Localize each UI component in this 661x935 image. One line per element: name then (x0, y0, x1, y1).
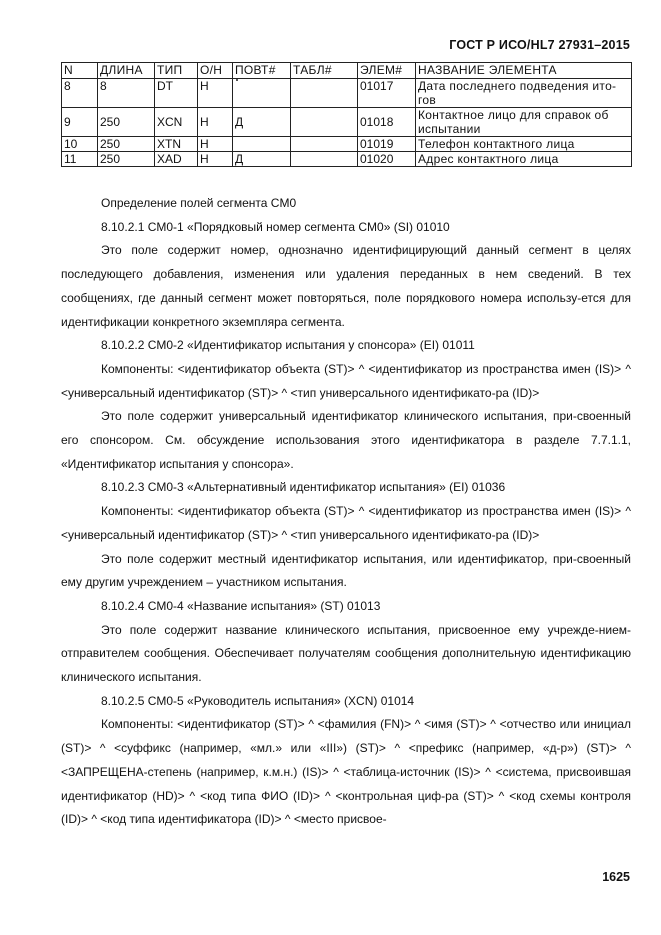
cell-n: 8 (62, 79, 98, 108)
cell-required: Н (198, 79, 233, 108)
paragraph: Это поле содержит универсальный идентификатор клинического испытания, при-своенный его спонсором. См. обсуждение использования этого идентификатора в разделе 7.7.1.1, «Идентификатор испытания у спонсора». (61, 409, 631, 471)
field-heading: 8.10.2.2 CM0-2 «Идентификатор испытания у спонсора» (EI) 01011 (101, 338, 475, 353)
table-header-row (62, 63, 632, 79)
cell-table (291, 152, 358, 167)
cell-item: 01020 (358, 152, 416, 167)
cell-type: XAD (155, 152, 198, 167)
paragraph: Компоненты: <идентификатор (ST)> ^ <фамилия (FN)> ^ <имя (ST)> ^ <отчество или инициал (ST)> ^ <суффикс (например, «мл.» или «III») (ST)> ^ <префикс (например, «д-р») (ST)> ^ <ЗАПРЕЩЕНА-степень (например, к.м.н.) (IS)> ^ <таблица-источник (IS)> ^ <система, присвоившая идентификатор (HD)> ^ <код типа ФИО (ID)> ^ <контрольная циф-ра (ST)> ^ <код схемы контроля (ID)> ^ <код типа идентификатора (ID)> ^ <место присвое- (61, 717, 631, 827)
document-id: ГОСТ Р ИСО/HL7 27931–2015 (449, 38, 630, 52)
paragraph: Компоненты: <идентификатор объекта (ST)> ^ <идентификатор из пространства имен (IS)> ^ <универсальный идентификатор (ST)> ^ <тип универсального идентификато-ра (ID)> (61, 504, 631, 542)
cell-table (291, 137, 358, 152)
cell-item: 01019 (358, 137, 416, 152)
field-heading: 8.10.2.5 CM0-5 «Руководитель испытания» (XCN) 01014 (101, 693, 415, 708)
field-heading: 8.10.2.1 CM0-1 «Порядковый номер сегмента CM0» (SI) 01010 (101, 219, 450, 234)
column-header: ПОВТ# (233, 63, 291, 79)
cell-length: 250 (98, 152, 155, 167)
column-header: ТИП (155, 63, 198, 79)
cell-required: Н (198, 152, 233, 167)
cell-length: 250 (98, 108, 155, 137)
table-row (62, 79, 632, 108)
cell-required: Н (198, 108, 233, 137)
cell-name: Дата последнего подведения ито-гов (416, 79, 632, 108)
paragraph: Это поле содержит местный идентификатор испытания, или идентификатор, при-своенный ему другим учреждением – участником испытания. (61, 551, 631, 590)
column-header: ДЛИНА (98, 63, 155, 79)
cell-length: 250 (98, 137, 155, 152)
field-heading: 8.10.2.3 CM0-3 «Альтернативный идентификатор испытания» (EI) 01036 (101, 480, 506, 495)
cell-type: XCN (155, 108, 198, 137)
cell-n: 11 (62, 152, 98, 167)
paragraph: Компоненты: <идентификатор объекта (ST)> ^ <идентификатор из пространства имен (IS)> ^ <универсальный идентификатор (ST)> ^ <тип универсального идентификато-ра (ID)> (61, 361, 631, 400)
cell-n: 9 (62, 108, 98, 137)
cell-repeat: Д (233, 152, 291, 167)
cell-name: Телефон контактного лица (416, 137, 632, 152)
table-row (62, 108, 632, 137)
cell-required: Н (198, 137, 233, 152)
paragraph: Это поле содержит номер, однозначно идентифицирующий данный сегмент в целях последующего добавления, изменения или удаления переданных в нем сведений. В тех сообщениях, где данный сегмент может повторяться, поле порядкового номера использу-ется для идентификации конкретного экземпляра сегмента. (61, 243, 631, 329)
cell-n: 10 (62, 137, 98, 152)
cell-item: 01017 (358, 79, 416, 108)
cell-type: DT (155, 79, 198, 108)
column-header: N (62, 63, 98, 79)
table-row (62, 152, 632, 167)
dot-mark (236, 79, 238, 81)
page-number: 1625 (602, 870, 630, 884)
column-header: ТАБЛ# (291, 63, 358, 79)
segment-fields-table (61, 62, 632, 167)
cell-repeat: Д (233, 108, 291, 137)
cell-item: 01018 (358, 108, 416, 137)
cell-table (291, 79, 358, 108)
cell-repeat (233, 137, 291, 152)
section-intro: Определение полей сегмента CM0 (101, 196, 297, 210)
cell-table (291, 108, 358, 137)
cell-type: XTN (155, 137, 198, 152)
column-header: О/Н (198, 63, 233, 79)
cell-name: Контактное лицо для справок об испытании (416, 108, 632, 137)
column-header: ЭЛЕМ# (358, 63, 416, 79)
paragraph: Это поле содержит название клинического испытания, присвоенное ему учрежде-нием-отправителем сообщения. Обеспечивает получателям сообщения дополнительную идентификацию клинического испытания. (61, 622, 631, 685)
field-heading: 8.10.2.4 CM0-4 «Название испытания» (ST) 01013 (101, 598, 381, 613)
column-header: НАЗВАНИЕ ЭЛЕМЕНТА (416, 63, 632, 79)
table-row (62, 137, 632, 152)
cell-length: 8 (98, 79, 155, 108)
cell-repeat (233, 79, 291, 108)
cell-name: Адрес контактного лица (416, 152, 632, 167)
document-body (61, 192, 631, 832)
